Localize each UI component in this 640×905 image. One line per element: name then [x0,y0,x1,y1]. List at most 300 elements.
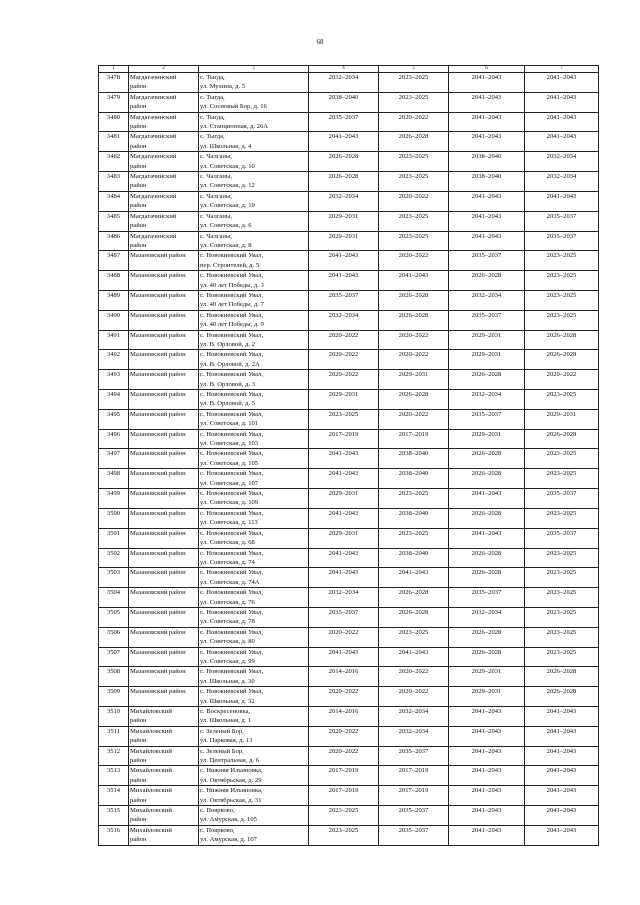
period-cell-col5: 2038–2040 [379,469,449,489]
period-cell-col7: 2023–2025 [525,568,599,588]
district-cell [129,825,199,845]
address-cell [199,707,309,727]
district-cell [129,707,199,727]
period-cell-col5: 2023–2025 [379,627,449,647]
table-row [99,172,599,192]
address-cell [199,548,309,568]
period-cell-col6: 2041–2043 [449,707,525,727]
period-cell-col4: 2017–2019 [309,766,379,786]
period-cell-col4: 2041–2043 [309,469,379,489]
address-cell [199,409,309,429]
address-line: с. Новокиевский Увал, [200,608,264,616]
period-cell-col5: 2038–2040 [379,449,449,469]
period-cell-col4: 2041–2043 [309,449,379,469]
period-cell-col6: 2041–2043 [449,825,525,845]
address-line: с. Новокиевский Увал, [200,470,264,478]
address-line: с. Новокиевский Увал, [200,410,264,418]
address-cell [199,73,309,93]
table-row [99,746,599,766]
table-row [99,152,599,172]
district-cell [129,687,199,707]
column-number-header-row [99,66,599,73]
period-cell-col6: 2038–2040 [449,172,525,192]
period-cell-col6: 2041–2043 [449,786,525,806]
district-line: Магдагачинский [130,192,177,200]
address-cell [199,786,309,806]
period-cell-col6: 2041–2043 [449,528,525,548]
district-line: район [130,202,147,210]
period-cell-col6: 2029–2031 [449,429,525,449]
table-row [99,647,599,667]
period-cell-col7: 2041–2043 [525,726,599,746]
address-line: ул. Центральная, д. 6 [200,757,260,765]
district-cell [129,607,199,627]
period-cell-col5: 2020–2022 [379,667,449,687]
table-row [99,508,599,528]
address-line: с. Воскресеновка, [200,708,251,715]
address-line: с. Зеленый Бор, [200,747,244,755]
period-cell-col7: 2023–2025 [525,588,599,608]
period-cell-col5: 2017–2019 [379,429,449,449]
period-cell-col4: 2029–2031 [309,390,379,410]
row-number-cell: 3505 [99,607,129,627]
period-cell-col5: 2035–2037 [379,806,449,826]
period-cell-col5: 2023–2025 [379,172,449,192]
address-line: ул. В. Орловой, д. 2 [200,340,255,348]
row-number-cell: 3484 [99,191,129,211]
district-line: Мазановский район [130,291,186,299]
period-cell-col5: 2041–2043 [379,647,449,667]
address-cell [199,746,309,766]
address-line: ул. Советская, д. 101 [200,420,259,428]
district-cell [129,231,199,251]
address-cell [199,825,309,845]
row-number-cell: 3487 [99,251,129,271]
period-cell-col4: 2041–2043 [309,271,379,291]
address-cell [199,390,309,410]
period-cell-col4: 2020–2022 [309,350,379,370]
column-header: 3 [199,66,309,73]
address-cell [199,449,309,469]
address-line: с. Новокиевский Увал, [200,549,264,557]
period-cell-col6: 2041–2043 [449,211,525,231]
address-line: ул. Школьная, д. 4 [200,142,252,150]
period-cell-col6: 2029–2031 [449,330,525,350]
address-line: ул. Советская, д. 6 [200,222,252,230]
district-cell [129,588,199,608]
period-cell-col5: 2038–2040 [379,548,449,568]
address-cell [199,627,309,647]
row-number-cell: 3491 [99,330,129,350]
period-cell-col5: 2038–2040 [379,508,449,528]
address-line: ул. Парковая, д. 13 [200,737,253,745]
row-number-cell: 3510 [99,707,129,727]
period-cell-col7: 2023–2025 [525,607,599,627]
address-line: ул. В. Орловой, д. 2А [200,360,260,368]
period-cell-col4: 2032–2034 [309,588,379,608]
address-cell [199,489,309,509]
row-number-cell: 3514 [99,786,129,806]
row-number-cell: 3513 [99,766,129,786]
district-line: Мазановский район [130,509,186,517]
period-cell-col6: 2041–2043 [449,231,525,251]
address-line: ул. Советская, д. 107 [200,479,259,487]
period-cell-col4: 2026–2028 [309,172,379,192]
period-cell-col4: 2017–2019 [309,429,379,449]
table-row [99,548,599,568]
district-cell [129,528,199,548]
row-number-cell: 3479 [99,92,129,112]
address-line: с. Чалганы, [200,232,233,240]
period-cell-col7: 2023–2025 [525,449,599,469]
row-number-cell: 3515 [99,806,129,826]
period-cell-col4: 2041–2043 [309,568,379,588]
district-line: район [130,103,147,111]
district-line: Михайловский [130,787,172,795]
row-number-cell: 3507 [99,647,129,667]
address-line: с. Чалганы, [200,153,233,161]
address-line: с. Новокиевский Увал, [200,371,264,379]
period-cell-col6: 2026–2028 [449,508,525,528]
period-cell-col6: 2032–2034 [449,607,525,627]
district-line: Мазановский район [130,688,186,696]
district-line: район [130,142,147,150]
district-cell [129,73,199,93]
row-number-cell: 3508 [99,667,129,687]
table-row [99,528,599,548]
address-cell [199,508,309,528]
period-cell-col7: 2041–2043 [525,746,599,766]
period-cell-col6: 2041–2043 [449,489,525,509]
address-cell [199,231,309,251]
address-line: ул. Амурская, д. 105 [200,816,257,824]
address-line: с. Новокиевский Увал, [200,589,264,597]
period-cell-col4: 2032–2034 [309,73,379,93]
address-line: с. Чалганы, [200,173,233,181]
period-cell-col6: 2026–2028 [449,647,525,667]
table-row [99,390,599,410]
period-cell-col6: 2029–2031 [449,350,525,370]
address-line: ул. Советская, д. 8 [200,241,252,249]
address-line: пер. Строителей, д. 5 [200,261,260,269]
district-line: Михайловский [130,727,172,735]
period-cell-col6: 2026–2028 [449,271,525,291]
period-cell-col5: 2023–2025 [379,489,449,509]
period-cell-col7: 2026–2028 [525,687,599,707]
table-row [99,132,599,152]
district-cell [129,350,199,370]
row-number-cell: 3488 [99,271,129,291]
address-cell [199,726,309,746]
row-number-cell: 3483 [99,172,129,192]
period-cell-col7: 2023–2025 [525,251,599,271]
period-cell-col4: 2023–2025 [309,825,379,845]
district-line: Мазановский район [130,529,186,537]
address-cell [199,350,309,370]
district-cell [129,132,199,152]
table-row [99,449,599,469]
row-number-cell: 3504 [99,588,129,608]
period-cell-col6: 2041–2043 [449,806,525,826]
period-cell-col5: 2020–2022 [379,687,449,707]
district-line: Магдагачинский [130,212,177,220]
period-cell-col4: 2035–2037 [309,607,379,627]
period-cell-col7: 2023–2025 [525,548,599,568]
period-cell-col6: 2041–2043 [449,132,525,152]
period-cell-col5: 2023–2025 [379,152,449,172]
district-line: район [130,836,147,844]
address-cell [199,766,309,786]
period-cell-col6: 2038–2040 [449,152,525,172]
table-row [99,112,599,132]
period-cell-col6: 2026–2028 [449,627,525,647]
period-cell-col5: 2020–2022 [379,251,449,271]
period-cell-col5: 2023–2025 [379,231,449,251]
period-cell-col6: 2032–2034 [449,290,525,310]
period-cell-col7: 2035–2037 [525,528,599,548]
table-row [99,73,599,93]
table-row [99,726,599,746]
column-header: 1 [99,66,129,73]
row-number-cell: 3485 [99,211,129,231]
period-cell-col6: 2035–2037 [449,588,525,608]
address-line: ул. Школьная, д. 30 [200,677,255,685]
address-line: ул. Советская, д. 74А [200,578,260,586]
district-line: район [130,123,147,131]
period-cell-col7: 2035–2037 [525,489,599,509]
address-line: ул. Советская, д. 76 [200,598,255,606]
period-cell-col7: 2020–2022 [525,370,599,390]
period-cell-col7: 2023–2025 [525,627,599,647]
district-cell [129,211,199,231]
address-line: с. Зеленый Бор, [200,727,244,735]
address-line: ул. 40 лет Победы, д. 9 [200,321,264,329]
district-cell [129,766,199,786]
district-line: Мазановский район [130,331,186,339]
period-cell-col4: 2026–2028 [309,152,379,172]
address-line: ул. Сосновый Бор, д. 16 [200,103,267,111]
period-cell-col7: 2023–2025 [525,390,599,410]
address-line: с. Тыгда, [200,93,225,101]
address-line: ул. Советская, д. 109 [200,499,259,507]
table-row [99,429,599,449]
district-line: Михайловский [130,826,172,834]
address-cell [199,132,309,152]
address-line: с. Нижняя Ильиновка, [200,767,263,775]
address-line: ул. Советская, д. 19 [200,202,255,210]
page-number: 68 [316,38,324,46]
period-cell-col5: 2026–2028 [379,588,449,608]
period-cell-col7: 2023–2025 [525,469,599,489]
address-cell [199,687,309,707]
period-cell-col4: 2041–2043 [309,132,379,152]
district-cell [129,786,199,806]
district-cell [129,806,199,826]
period-cell-col7: 2035–2037 [525,211,599,231]
row-number-cell: 3498 [99,469,129,489]
address-cell [199,290,309,310]
period-cell-col4: 2023–2025 [309,409,379,429]
address-line: с. Новокиевский Увал, [200,430,264,438]
district-cell [129,310,199,330]
address-line: с. Новокиевский Увал, [200,291,264,299]
period-cell-col4: 2032–2034 [309,191,379,211]
address-line: ул. Станционная, д. 26А [200,123,268,131]
period-cell-col5: 2032–2034 [379,726,449,746]
address-line: с. Новокиевский Увал, [200,509,264,517]
address-line: с. Чалганы, [200,212,233,220]
district-cell [129,172,199,192]
period-cell-col5: 2023–2025 [379,528,449,548]
period-cell-col5: 2020–2022 [379,409,449,429]
period-cell-col6: 2026–2028 [449,548,525,568]
address-line: с. Новокиевский Увал, [200,569,264,577]
district-cell [129,251,199,271]
period-cell-col6: 2026–2028 [449,469,525,489]
address-line: с. Новокиевский Увал, [200,688,264,696]
table-row [99,350,599,370]
table-row [99,211,599,231]
district-cell [129,667,199,687]
address-line: ул. Октябрьская, д. 29 [200,776,262,784]
address-cell [199,251,309,271]
district-cell [129,568,199,588]
period-cell-col7: 2041–2043 [525,825,599,845]
column-header: 5 [379,66,449,73]
row-number-cell: 3500 [99,508,129,528]
period-cell-col7: 2035–2037 [525,231,599,251]
address-line: с. Поярково, [200,807,235,815]
district-line: район [130,737,147,745]
address-cell [199,271,309,291]
period-cell-col4: 2017–2019 [309,786,379,806]
district-cell [129,429,199,449]
period-cell-col6: 2026–2028 [449,370,525,390]
district-line: Мазановский район [130,311,186,319]
table-row [99,409,599,429]
address-cell [199,370,309,390]
table-row [99,667,599,687]
period-cell-col6: 2029–2031 [449,687,525,707]
district-line: Магдагачинский [130,153,177,161]
district-line: Михайловский [130,767,172,775]
district-cell [129,449,199,469]
period-cell-col7: 2023–2025 [525,310,599,330]
address-line: с. Новокиевский Увал, [200,450,264,458]
address-cell [199,568,309,588]
period-cell-col4: 2035–2037 [309,112,379,132]
row-number-cell: 3516 [99,825,129,845]
table-row [99,687,599,707]
period-cell-col4: 2020–2022 [309,746,379,766]
district-line: район [130,182,147,190]
period-cell-col6: 2035–2037 [449,251,525,271]
address-cell [199,211,309,231]
table-row [99,786,599,806]
period-cell-col6: 2041–2043 [449,746,525,766]
period-cell-col7: 2026–2028 [525,667,599,687]
period-cell-col6: 2026–2028 [449,449,525,469]
period-cell-col5: 2023–2025 [379,211,449,231]
district-line: Магдагачинский [130,93,177,101]
district-cell [129,627,199,647]
row-number-cell: 3480 [99,112,129,132]
address-line: ул. Советская, д. 103 [200,440,259,448]
address-line: с. Чалганы, [200,192,233,200]
district-line: Мазановский район [130,589,186,597]
period-cell-col5: 2032–2034 [379,707,449,727]
period-cell-col4: 2020–2022 [309,370,379,390]
table-row [99,290,599,310]
table-row [99,825,599,845]
district-line: Мазановский район [130,470,186,478]
district-cell [129,489,199,509]
period-cell-col4: 2035–2037 [309,290,379,310]
period-cell-col5: 2029–2031 [379,370,449,390]
address-line: ул. Амурская, д. 107 [200,836,257,844]
period-cell-col7: 2041–2043 [525,786,599,806]
address-line: ул. Советская, д. 80 [200,638,255,646]
period-cell-col6: 2035–2037 [449,310,525,330]
period-cell-col4: 2029–2031 [309,211,379,231]
period-cell-col5: 2026–2028 [379,290,449,310]
district-cell [129,112,199,132]
address-cell [199,429,309,449]
district-line: Магдагачинский [130,133,177,141]
address-line: ул. Советская, д. 12 [200,182,255,190]
table-row [99,588,599,608]
table-row [99,627,599,647]
address-line: с. Новокиевский Увал, [200,351,264,359]
district-cell [129,152,199,172]
table-row [99,469,599,489]
period-cell-col6: 2035–2037 [449,409,525,429]
address-cell [199,112,309,132]
table-row [99,766,599,786]
address-line: с. Новокиевский Увал, [200,529,264,537]
period-cell-col4: 2020–2022 [309,726,379,746]
period-cell-col4: 2029–2031 [309,231,379,251]
column-header: 6 [449,66,525,73]
period-cell-col5: 2026–2028 [379,607,449,627]
period-cell-col5: 2026–2028 [379,390,449,410]
period-cell-col5: 2020–2022 [379,350,449,370]
address-line: ул. Школьная, д. 1 [200,717,252,725]
district-line: Михайловский [130,708,172,715]
row-number-cell: 3512 [99,746,129,766]
period-cell-col7: 2023–2025 [525,271,599,291]
address-line: с. Новокиевский Увал, [200,331,264,339]
row-number-cell: 3478 [99,73,129,93]
district-line: Мазановский район [130,648,186,656]
address-line: с. Поярково, [200,826,235,834]
address-line: ул. В. Орловой, д. 3 [200,380,255,388]
address-cell [199,191,309,211]
address-cell [199,152,309,172]
table-row [99,370,599,390]
period-cell-col5: 2017–2019 [379,766,449,786]
district-line: Мазановский район [130,628,186,636]
table-row [99,330,599,350]
address-line: ул. Школьная, д. 32 [200,697,255,705]
row-number-cell: 3499 [99,489,129,509]
district-line: район [130,717,147,725]
district-cell [129,191,199,211]
table-row [99,806,599,826]
period-cell-col4: 2014–2016 [309,707,379,727]
address-line: ул. Октябрьская, д. 31 [200,796,262,804]
address-line: ул. 40 лет Победы, д. 3 [200,281,264,289]
